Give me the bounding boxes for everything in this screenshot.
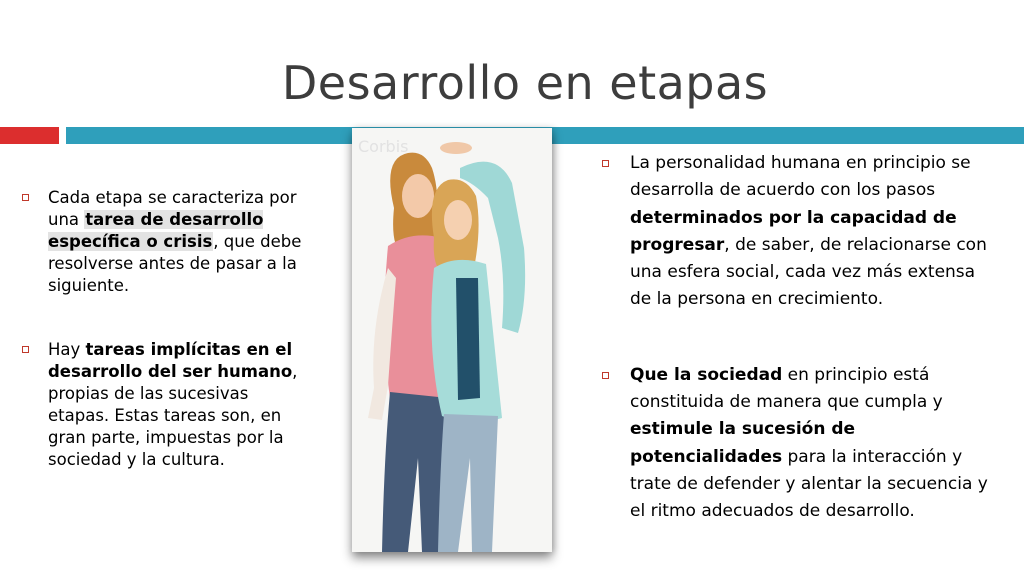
right-text-column <box>630 150 995 526</box>
left-bullet-1: Cada etapa se caracteriza por una tarea de desarrollo específica o crisis, que debe resolverse antes de pasar a la siguiente. <box>12 187 312 297</box>
bullet-square-icon <box>22 194 29 201</box>
bullet-square-icon <box>602 372 609 379</box>
photo-watermark: Corbis <box>358 137 409 156</box>
bullet-square-icon <box>602 160 609 167</box>
right-bullet-1: La personalidad humana en principio se desarrolla de acuerdo con los pasos determinados por la capacidad de progresar, de saber, de relacionarse con una esfera social, cada vez más extensa de la persona en crecimiento. <box>630 150 995 314</box>
left-text-column <box>12 187 312 471</box>
slide-title: Desarrollo en etapas <box>281 56 769 110</box>
mother-daughter-photo <box>352 128 552 552</box>
accent-bar-red <box>0 127 59 144</box>
right-bullet-2: Que la sociedad en principio está constituida de manera que cumpla y estimule la sucesión de potencialidades para la interacción y trate de defender y alentar la secuencia y el ritmo adecuados de desarrollo. <box>630 362 995 526</box>
bullet-square-icon <box>22 346 29 353</box>
left-bullet-2: Hay tareas implícitas en el desarrollo del ser humano, propias de las sucesivas etapas. Estas tareas son, en gran parte, impuestas por la sociedad y la cultura. <box>12 339 312 471</box>
